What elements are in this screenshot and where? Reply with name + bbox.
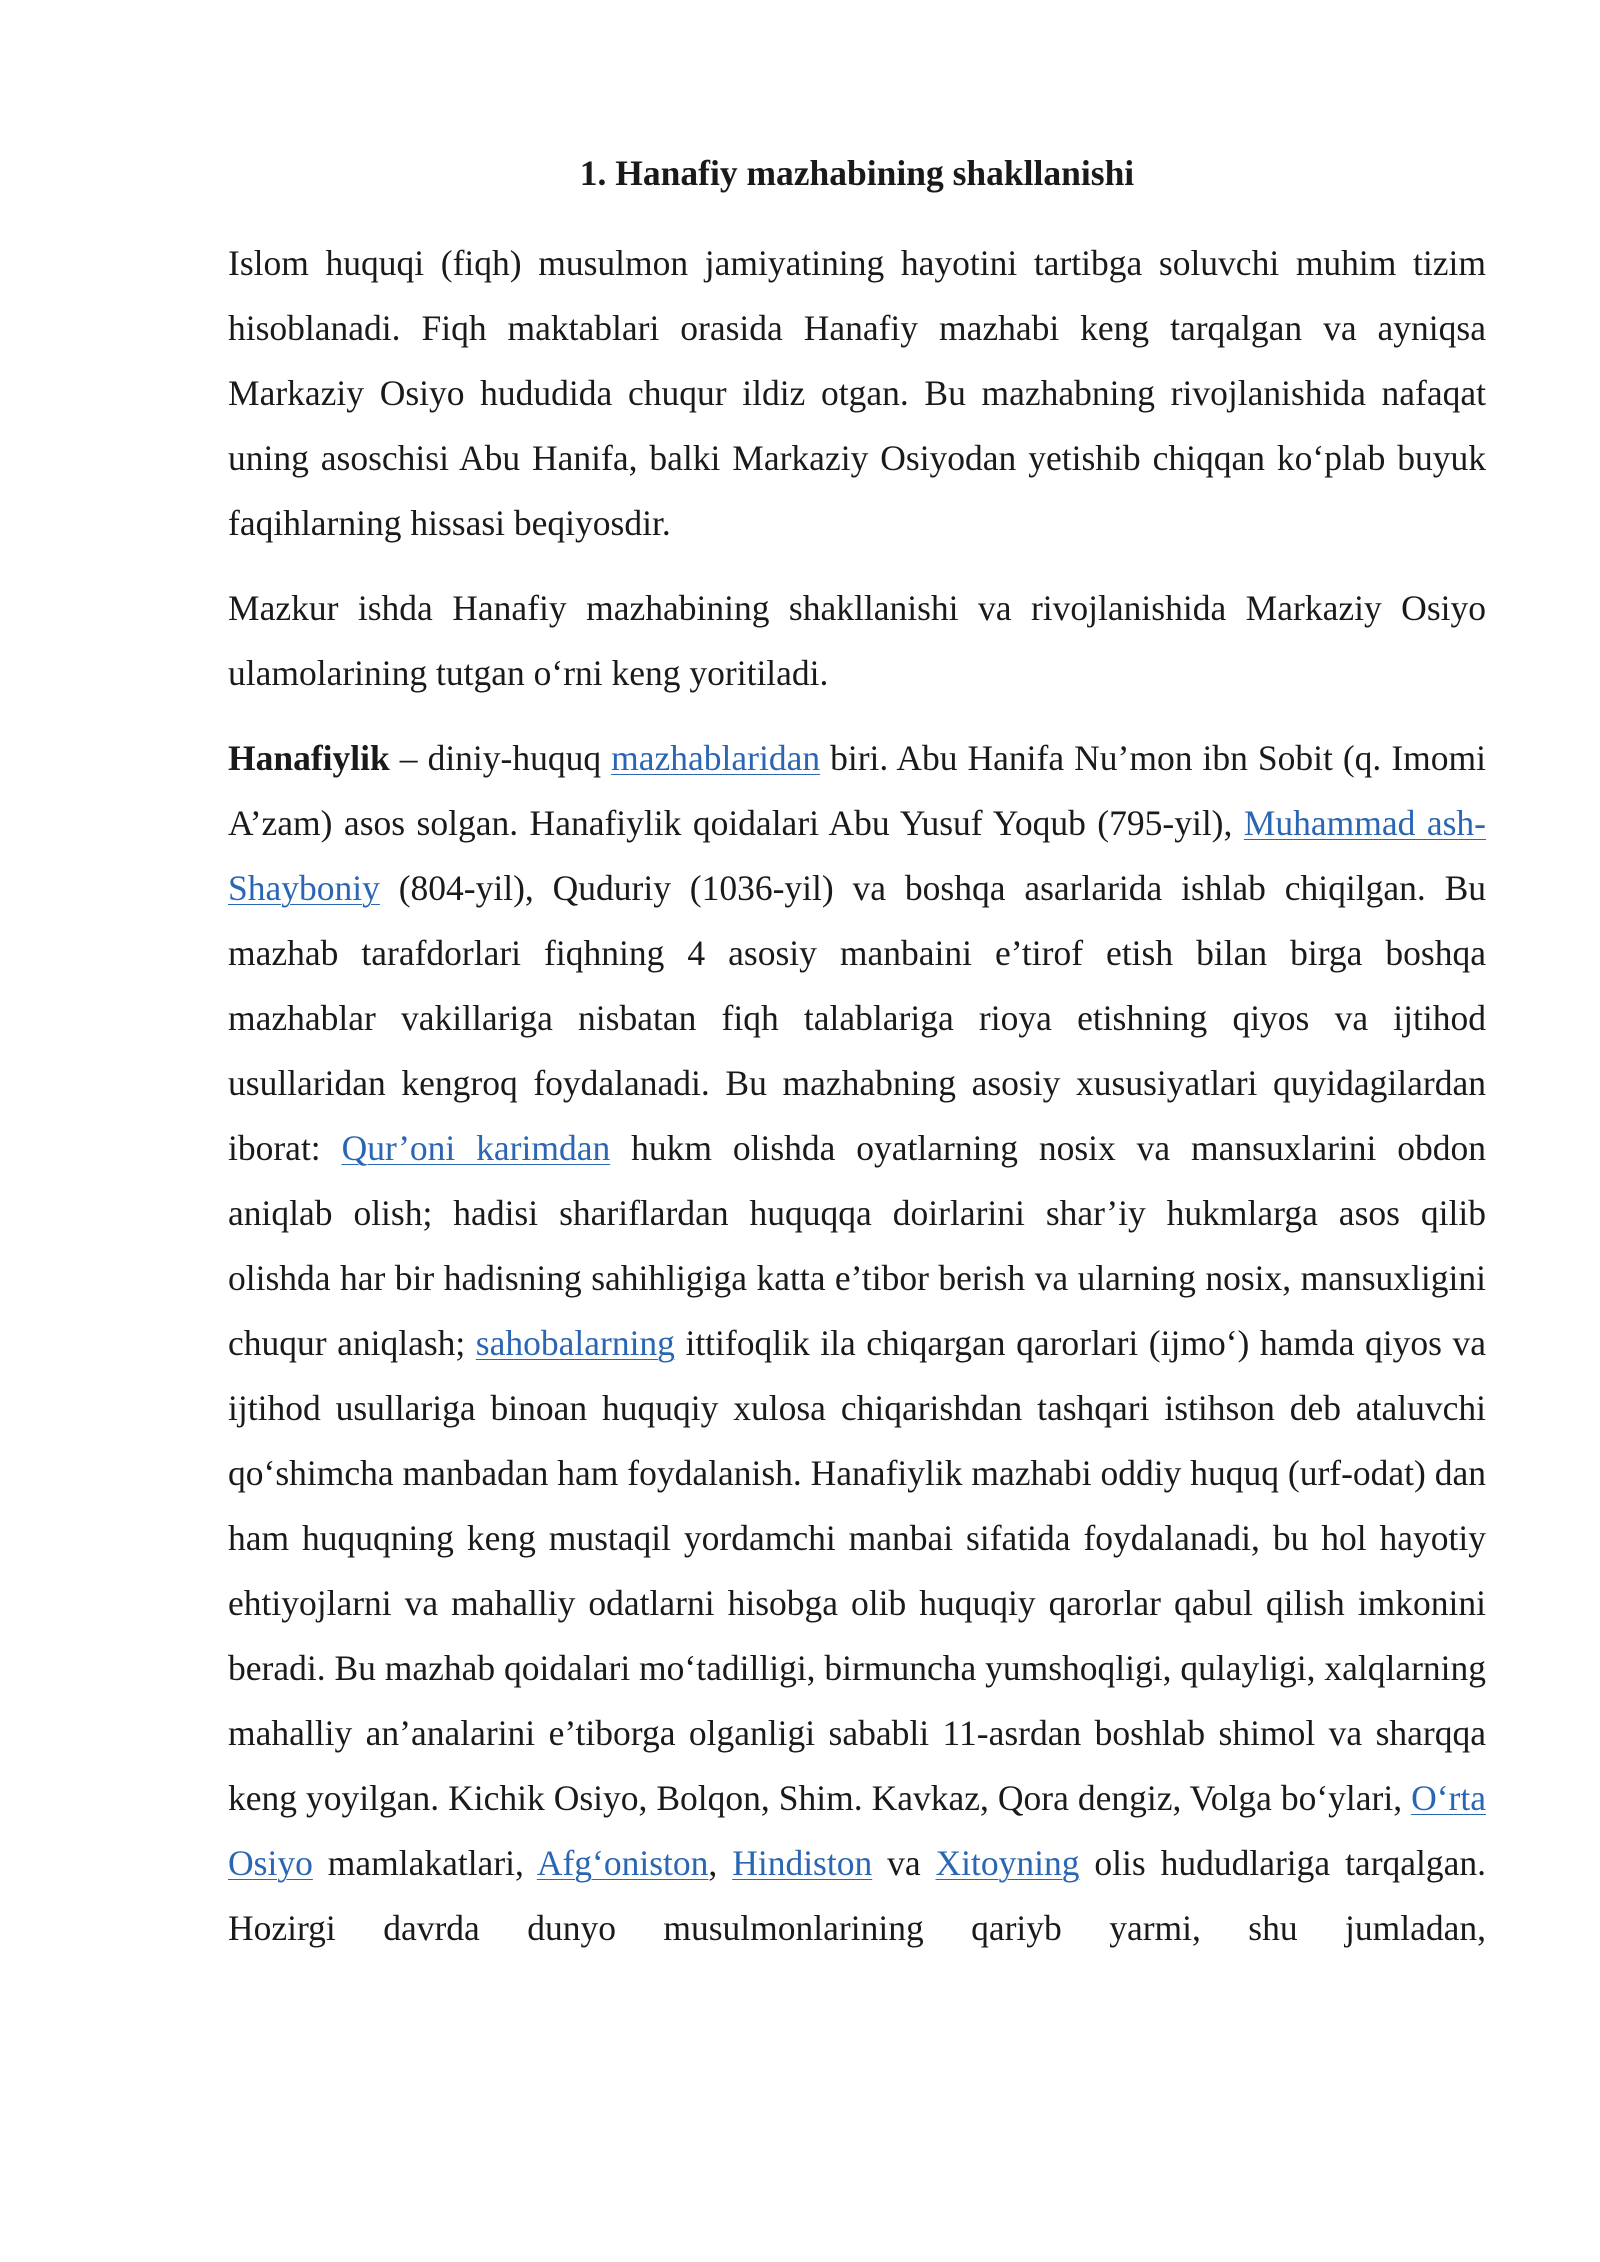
text-segment: biri. Abu Hanifa Nu’mon ibn Sobit (q. Imomi A’zam) asos solgan. Hanafiylik qoidalari Abu Yusuf Yoqub (795-yil),	[228, 738, 1486, 843]
text-segment: mamlakatlari,	[312, 1843, 537, 1883]
link-sahobalarning[interactable]: sahobalarning	[475, 1323, 675, 1363]
section-title: 1. Hanafiy mazhabining shakllanishi	[579, 153, 1135, 193]
link-xitoyning[interactable]: Xitoyning	[935, 1843, 1080, 1883]
paragraph-hanafiylik	[228, 726, 1486, 1961]
document-page	[228, 148, 1486, 1961]
link-hindiston[interactable]: Hindiston	[732, 1843, 873, 1883]
text-segment: va	[872, 1843, 936, 1883]
text-segment: olis hududlariga tarqalgan. Hozirgi davrda dunyo musulmonlarining qariyb yarmi, shu jumladan,	[228, 1843, 1487, 1948]
text-segment: ittifoqlik ila chiqargan qarorlari (ijmoʻ) hamda qiyos va ijtihod usullariga binoan huquqiy xulosa chiqarishdan tashqari istihson deb ataluvchi qoʻshimcha manbadan ham foydalanish. Hanafiylik mazhabi oddiy huquq (urf-odat) dan ham huquqning keng mustaqil yordamchi manbai sifatida foydalanadi, bu hol hayotiy ehtiyojlarni va mahalliy odatlarni hisobga olib huquqiy qarorlar qabul qilish imkonini beradi. Bu mazhab qoidalari moʻtadilligi, birmuncha yumshoqligi, qulayligi, xalqlarning mahalliy an’analarini e’tiborga olganligi sababli 11-asrdan boshlab shimol va sharqqa keng yoyilgan. Kichik Osiyo, Bolqon, Shim. Kavkaz, Qora dengiz, Volga boʻylari,	[228, 1323, 1487, 1818]
link-afgoniston[interactable]: Afgʻoniston	[536, 1843, 709, 1883]
text-segment: hukm olishda oyatlarning nosix va mansuxlarini obdon aniqlab olish; hadisi shariflardan huquqqa doirlarini shar’iy hukmlarga asos qilib olishda har bir hadisning sahihligiga katta e’tibor berish va ularning nosix, mansuxligini chuqur aniqlash;	[228, 1128, 1487, 1363]
paragraph-purpose: Mazkur ishda Hanafiy mazhabining shakllanishi va rivojlanishida Markaziy Osiyo ulamolarining tutgan oʻrni keng yoritiladi.	[228, 588, 1486, 693]
link-orta-osiyo[interactable]: Oʻrta Osiyo	[228, 1778, 1486, 1883]
text-segment: (804-yil), Quduriy (1036-yil) va boshqa asarlarida ishlab chiqilgan. Bu mazhab tarafdorlari fiqhning 4 asosiy manbaini e’tirof etish bilan birga boshqa mazhablar vakillariga nisbatan fiqh talablariga rioya etishning qiyos va ijtihod usullaridan kengroq foydalanadi. Bu mazhabning asosiy xususiyatlari quyidagilardan iborat:	[228, 868, 1486, 1168]
link-quroni-karimdan[interactable]: Qur’oni karimdan	[341, 1128, 611, 1168]
link-mazhablaridan[interactable]: mazhablaridan	[611, 738, 821, 778]
term-hanafiylik: Hanafiylik	[228, 738, 390, 778]
paragraph-intro: Islom huquqi (fiqh) musulmon jamiyatining hayotini tartibga soluvchi muhim tizim hisoblanadi. Fiqh maktablari orasida Hanafiy mazhabi keng tarqalgan va ayniqsa Markaziy Osiyo hududida chuqur ildiz otgan. Bu mazhabning rivojlanishida nafaqat uning asoschisi Abu Hanifa, balki Markaziy Osiyodan yetishib chiqqan koʻplab buyuk faqihlarning hissasi beqiyosdir.	[228, 243, 1486, 543]
text-segment: ,	[708, 1843, 733, 1883]
text-segment: – diniy-huquq	[389, 738, 612, 778]
link-muhammad-ash-shayboniy[interactable]: Muhammad ash-Shayboniy	[228, 803, 1487, 908]
